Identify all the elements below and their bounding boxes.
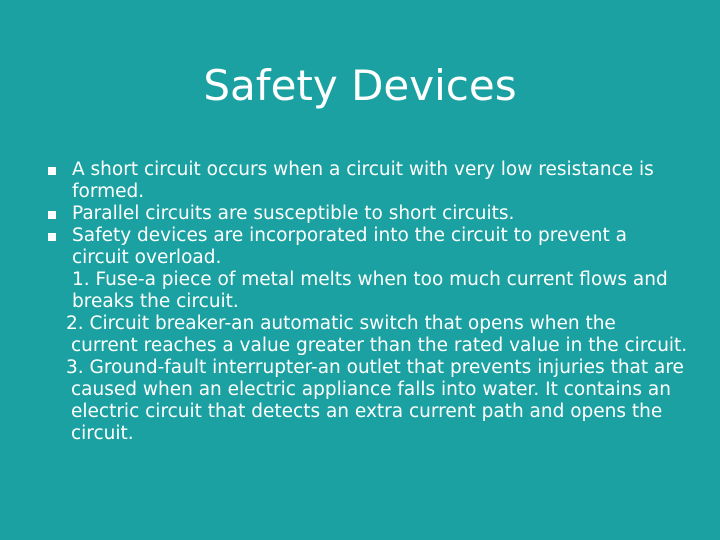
- square-bullet-icon: [48, 233, 56, 241]
- bullet-text: Parallel circuits are susceptible to short circuits.: [72, 203, 515, 224]
- sub-item-text: 1. Fuse-a piece of metal melts when too much current flows and breaks the circuit.: [72, 269, 668, 312]
- bullet-item: [48, 159, 688, 203]
- square-bullet-icon: [48, 211, 56, 219]
- sub-item-text: 2. Circuit breaker-an automatic switch that opens when the current reaches a value greater than the rated value in the circuit.: [66, 313, 688, 356]
- square-bullet-icon: [48, 167, 56, 175]
- sub-item-circuit-breaker: [48, 313, 688, 357]
- slide-body: [48, 159, 688, 445]
- bullet-item: [48, 203, 688, 225]
- sub-item-text: 3. Ground-fault interrupter-an outlet that prevents injuries that are caused when an electric appliance falls into water. It contains an electric circuit that detects an extra current path and opens the circuit.: [66, 357, 684, 444]
- slide-title: Safety Devices: [203, 61, 517, 110]
- bullet-text: A short circuit occurs when a circuit with very low resistance is formed.: [72, 159, 654, 202]
- bullet-text: Safety devices are incorporated into the circuit to prevent a circuit overload.: [72, 225, 627, 268]
- bullet-item: [48, 225, 688, 269]
- sub-item-fuse: [48, 269, 688, 313]
- sub-item-ground-fault-interrupter: [48, 357, 688, 445]
